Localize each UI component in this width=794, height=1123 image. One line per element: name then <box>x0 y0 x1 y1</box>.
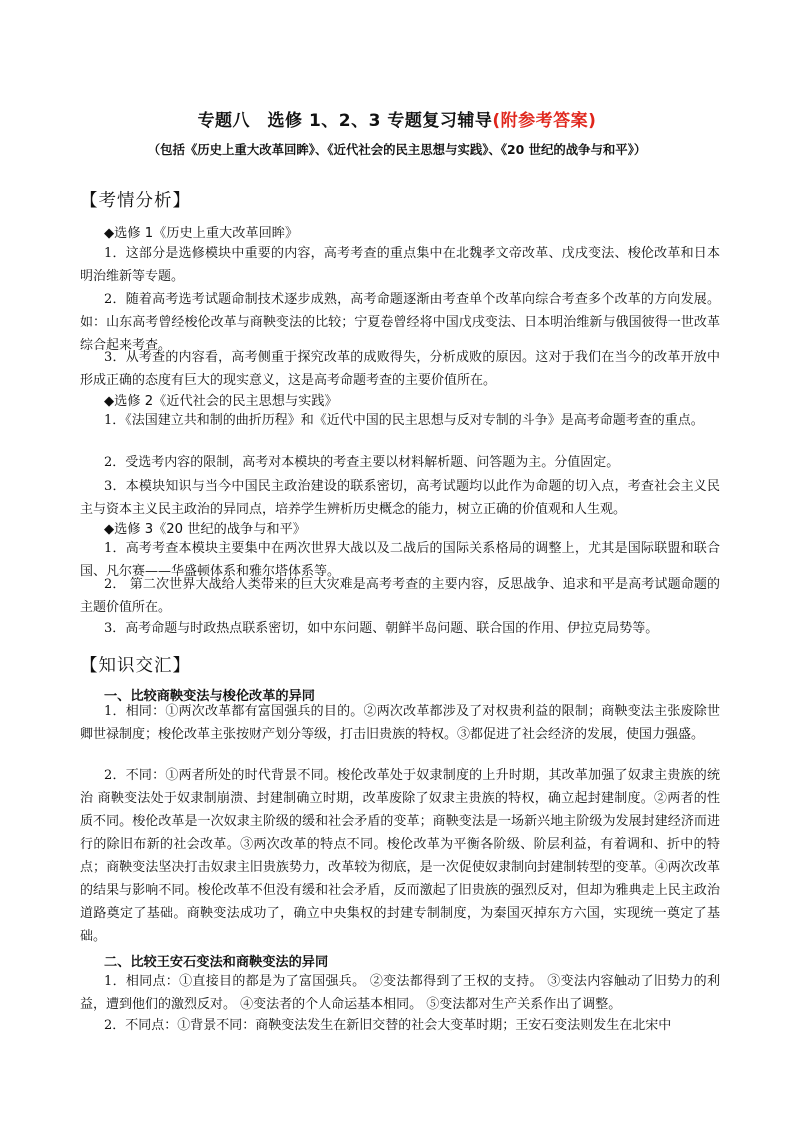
module2-paragraph-2: 2．受选考内容的限制，高考对本模块的考查主要以材料解析题、问答题为主。分值固定。 <box>104 455 620 470</box>
title-main: 专题八 选修 1、2、3 专题复习辅导 <box>197 111 493 131</box>
document-title <box>0 106 794 131</box>
analysis-heading: 【考情分析】 <box>80 191 191 211</box>
module1-paragraph-2: 2．随着高考选考试题命制技术逐步成熟，高考命题逐渐由考查单个改革向综合考查多个改革的方向发展。如：山东高考曾经梭伦改革与商鞅变法的比较；宁夏卷曾经将中国戊戌变法、日本明治维新与俄国彼得一世改革综合起来考查。 <box>80 292 720 353</box>
document-subtitle: （包括《历史上重大改革回眸》、《近代社会的民主思想与实践》、《20 世纪的战争与和平》） <box>147 142 647 157</box>
module1-paragraph-3: 3．从考查的内容看，高考侧重于探究改革的成败得失，分析成败的原因。这对于我们在当今的改革开放中形成正确的态度有巨大的现实意义，这是高考命题考查的主要价值所在。 <box>80 350 720 388</box>
title-answer-note: (附参考答案) <box>492 111 597 131</box>
module3-paragraph-3: 3．高考命题与时政热点联系密切，如中东问题、朝鲜半岛问题、联合国的作用、伊拉克局势等。 <box>104 621 659 636</box>
knowledge-heading: 【知识交汇】 <box>80 656 191 676</box>
module2-paragraph-1: 1．《法国建立共和制的曲折历程》和《近代中国的民主思想与反对专制的斗争》是高考命题考查的重点。 <box>104 413 704 428</box>
module3-title: ◆选修 3《20 世纪的战争与和平》 <box>104 522 306 537</box>
section1-title: 一、比较商鞅变法与梭伦改革的异同 <box>104 689 315 704</box>
module3-paragraph-1: 1．高考考查本模块主要集中在两次世界大战以及二战后的国际关系格局的调整上，尤其是国际联盟和联合国、凡尔赛——华盛顿体系和雅尔塔体系等。 <box>80 541 720 579</box>
module1-paragraph-1: 1．这部分是选修模块中重要的内容，高考考查的重点集中在北魏孝文帝改革、戊戌变法、梭伦改革和日本明治维新等专题。 <box>80 246 720 284</box>
section1-paragraph-2: 2．不同：①两者所处的时代背景不同。梭伦改革处于奴隶制度的上升时期，其改革加强了奴隶主贵族的统治 商鞅变法处于奴隶制崩溃、封建制确立时期，改革废除了奴隶主贵族的特权，确立起封建制度。②两者的性质不同。梭伦改革是一次奴隶主阶级的缓和社会矛盾的变革；商鞅变法是一场新兴地主阶级为发展封建经济而进行的除旧布新的社会改革。③两次改革的特点不同。梭伦改革为平衡各阶级、阶层利益，有着调和、折中的特点；商鞅变法坚决打击奴隶主旧贵族势力，改革较为彻底，是一次促使奴隶制向封建制转型的变革。④两次改革的结果与影响不同。梭伦改革不但没有缓和社会矛盾，反而激起了旧贵族的强烈反对，但却为雅典走上民主政治道路奠定了基础。商鞅变法成功了，确立中央集权的封建专制制度，为秦国灭掉东方六国，实现统一奠定了基础。 <box>80 768 720 944</box>
section2-title: 二、比较王安石变法和商鞅变法的异同 <box>104 955 329 970</box>
section1-paragraph-1: 1．相同：①两次改革都有富国强兵的目的。②两次改革都涉及了对权贵利益的限制；商鞅变法主张废除世卿世禄制度；梭伦改革主张按财产划分等级，打击旧贵族的特权。③都促进了社会经济的发展，使国力强盛。 <box>80 704 720 742</box>
module3-paragraph-2: 2． 第二次世界大战给人类带来的巨大灾难是高考考查的主要内容，反思战争、追求和平是高考试题命题的主题价值所在。 <box>80 577 720 615</box>
module2-title: ◆选修 2《近代社会的民主思想与实践》 <box>104 394 338 409</box>
section2-paragraph-2: 2．不同点：①背景不同：商鞅变法发生在新旧交替的社会大变革时期；王安石变法则发生在北宋中 <box>104 1018 672 1033</box>
module1-title: ◆选修 1《历史上重大改革回眸》 <box>104 226 299 241</box>
section2-paragraph-1: 1．相同点：①直接目的都是为了富国强兵。 ②变法都得到了王权的支持。 ③变法内容触动了旧势力的利益，遭到他们的激烈反对。 ④变法者的个人命运基本相同。 ⑤变法都对生产关系作出了调整。 <box>80 974 720 1012</box>
module2-paragraph-3: 3．本模块知识与当今中国民主政治建设的联系密切，高考试题均以此作为命题的切入点，考查社会主义民主与资本主义民主政治的异同点，培养学生辨析历史概念的能力，树立正确的价值观和人生观。 <box>80 479 720 517</box>
